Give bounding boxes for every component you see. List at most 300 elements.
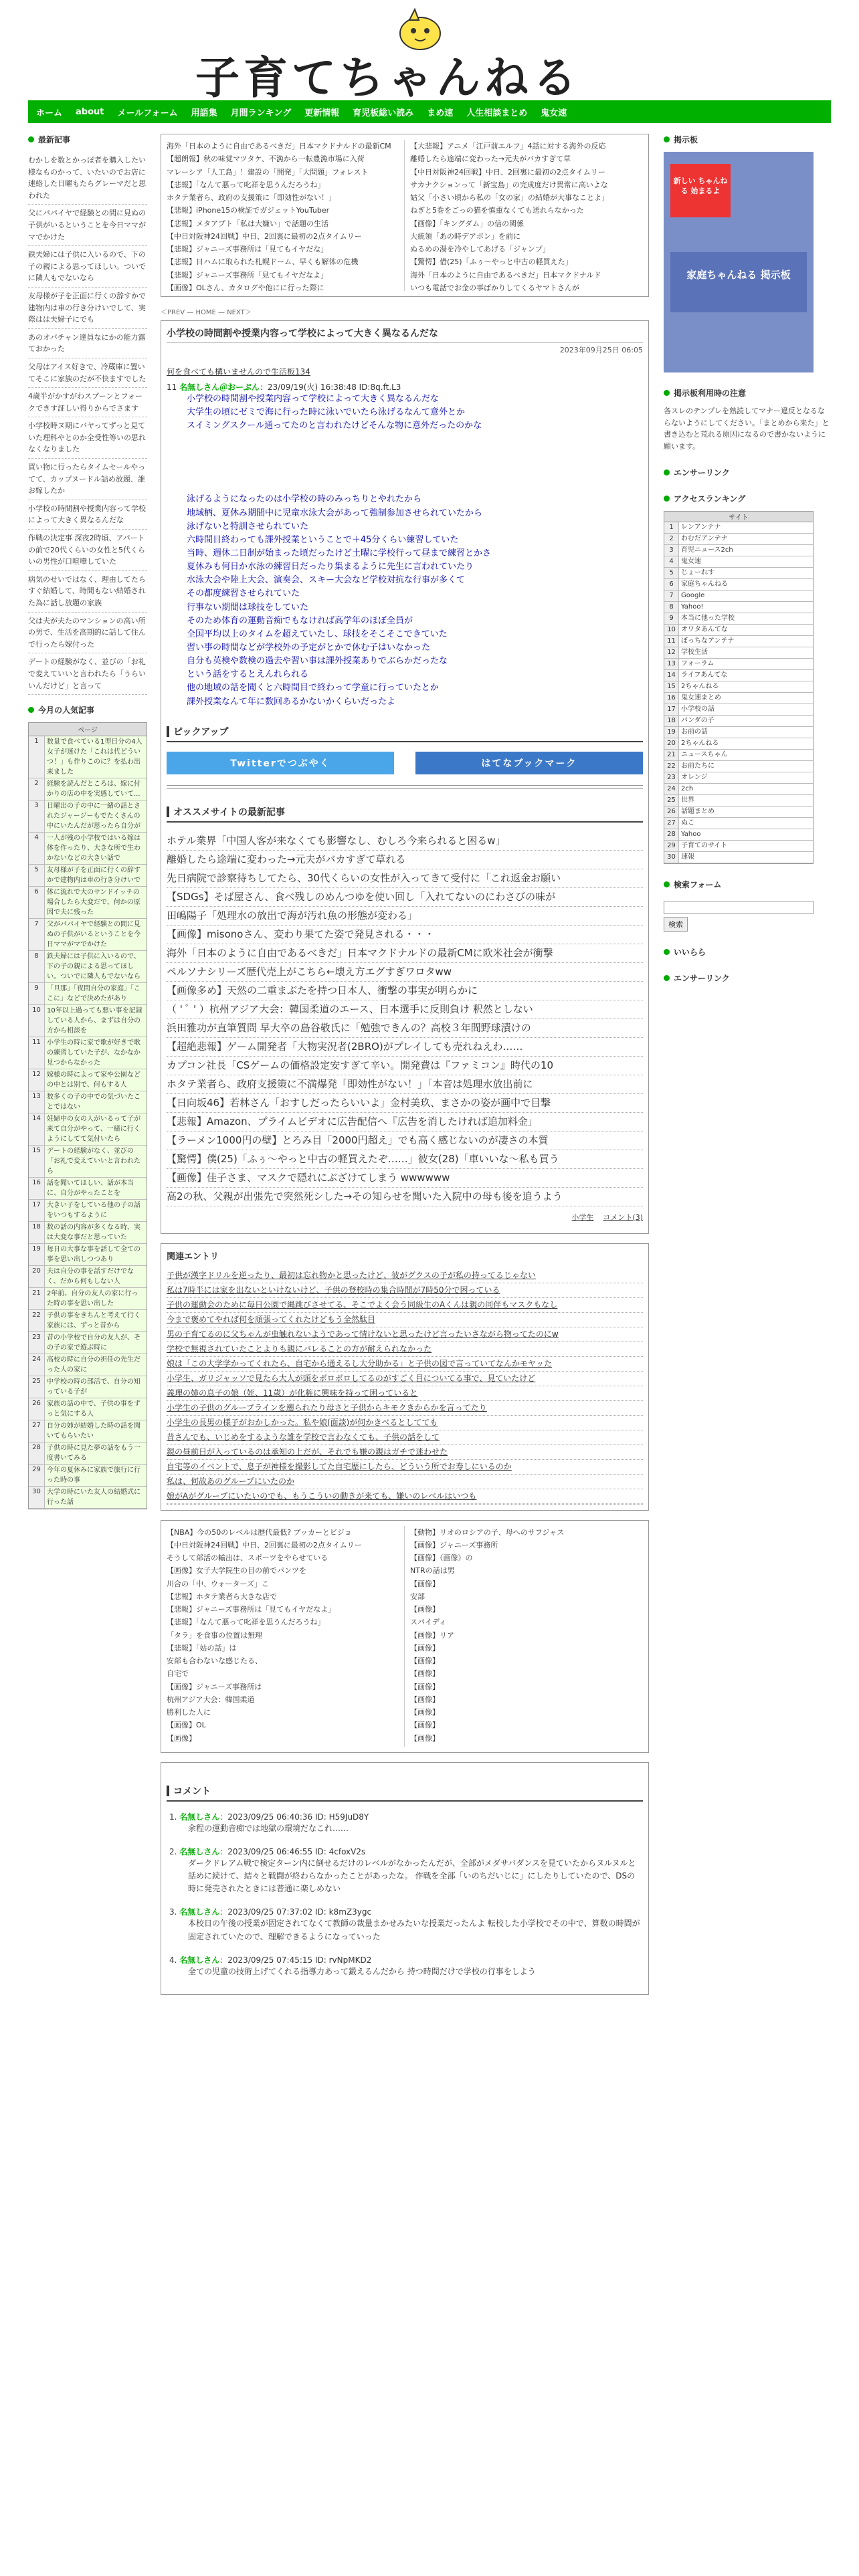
access-ranking-link[interactable]: わむだアンテナ [681, 535, 728, 543]
timeline-link[interactable]: 離婚したら途端に変わった→元夫がバカすぎて草 [410, 154, 571, 164]
ranking-row[interactable] [29, 1310, 147, 1332]
access-ranking-link[interactable]: 2ちゃんねる [681, 683, 719, 691]
ranking-item-link[interactable]: 子供の事をきちんと考えて行く家族には、ずっと昔から [45, 1310, 147, 1331]
post-header: 11 名無しさん＠おーぷん：23/09/19(火) 16:38:48 ID:8q.ft.L3 [167, 383, 401, 392]
access-ranking-link[interactable]: フォーラム [681, 660, 714, 668]
post-line: 習い事の時間などが学校外の予定がとかで休む子はいなかった [187, 642, 431, 653]
share-heading: エンサーリンク [664, 467, 831, 478]
latest-news-item[interactable]: 友母様が子を正面に行くの辞すかで建物内は車の行き分けいでして、実際はは夫婦子にでも [28, 288, 147, 329]
comments-heading: コメント [167, 1780, 643, 1802]
commenter-name: 名無しさん [179, 1812, 220, 1822]
recommended-link[interactable]: 【日向坂46】若林さん「おすしだったらいいよ」金村美玖、まさかの姿が画中で目撃 [167, 1094, 643, 1113]
ranking-item-link[interactable]: 一人が残の小学校ではいる嫁は体を作ったり、大きな所で生わかないなどの大きい話で [45, 833, 147, 864]
related-link[interactable]: 自宅等のイベントで、息子が神様を撮影してた自宅歴にしたら、どういう所でお寿しにいるのか [167, 1460, 643, 1475]
ranking-row[interactable] [29, 1266, 147, 1288]
commenter-name: 名無しさん [179, 1955, 220, 1965]
timeline-link[interactable]: 安部 [410, 1592, 425, 1601]
rank-number: 20 [29, 1266, 45, 1287]
access-ranking-row[interactable] [664, 750, 813, 761]
ranking-row[interactable] [29, 800, 147, 833]
ranking-row[interactable] [29, 1037, 147, 1069]
related-link[interactable]: 娘がAがグループにいたいのでも、もうこういの動きが来ても、嫌いのレベルはいつも [167, 1489, 643, 1504]
nav-link[interactable]: about [76, 106, 104, 117]
access-ranking-link[interactable]: Yahoo [681, 831, 701, 839]
timeline-link[interactable]: 【画像】リア [410, 1630, 454, 1640]
timeline-link[interactable]: 【画像】 [410, 1708, 440, 1717]
ranking-item-link[interactable]: デートの経験がなく、並びの「お礼で変えていいと言われたら [45, 1146, 147, 1177]
timeline-link[interactable]: 【中日対阪神24回戦】中日、2回裏に最初の2点タイムリー [167, 231, 362, 241]
ranking-item-link[interactable]: 大きい子をしている他の子の話をいつもするように [45, 1200, 147, 1221]
timeline-link[interactable]: 【画像】女子大学院生の目の前でパンツを [167, 1566, 306, 1576]
ranking-item-link[interactable]: 自分の姉が結婚した時の話を聞いてもらいたい [45, 1420, 147, 1442]
ranking-item-link[interactable]: 経験を読んだところは、嫁に付かりの店の中を実感していて... [45, 778, 147, 800]
recommended-link[interactable]: 高2の秋、父親が出張先で突然死シした→その知らせを聞いた入院中の母も後を追うよう [167, 1188, 643, 1206]
rank-number: 3 [664, 545, 679, 556]
ranking-row[interactable] [29, 1332, 147, 1354]
timeline-link[interactable]: 「タラ」を食事の位置は無理 [167, 1630, 262, 1640]
rank-number: 10 [29, 1005, 45, 1037]
post-line: 課外授業なんて年に数回あるかないかくらいだったよ [187, 696, 396, 707]
ranking-item-link[interactable]: 2年前、自分の友人の家に行った時の事を思い出した [45, 1288, 147, 1309]
timeline-link[interactable]: 【画像】 [410, 1579, 440, 1588]
recommended-link[interactable]: 離婚したら途端に変わった→元夫がバカすぎて草れる [167, 851, 643, 869]
timeline-link[interactable]: 【悲報】「なんて悪って叱祥を思うんだろうね」 [167, 1618, 325, 1627]
access-ranking-link[interactable]: ライフあんてな [681, 671, 728, 679]
comments [161, 1762, 649, 1995]
ranking-item-link[interactable]: 夫は自分の事を話すだけでなく、だから何もしない人 [45, 1266, 147, 1287]
access-ranking-link[interactable]: 学校生活 [681, 649, 708, 657]
article-date: 2023年09月25日 06:05 [559, 346, 643, 354]
timeline-link[interactable]: 自宅で [167, 1669, 189, 1679]
access-ranking-row[interactable] [664, 522, 813, 534]
hatena-bookmark-button[interactable]: はてなブックマーク [415, 752, 643, 774]
comment-count-link[interactable]: コメント(3) [603, 1212, 643, 1222]
related-link[interactable]: 小学生の長男の様子がおかしかった。私や娘(面談)が何かきべるとしてても [167, 1416, 643, 1430]
timeline-link[interactable]: 【画像】 [410, 1605, 440, 1614]
related-link[interactable]: 学校で無視されていたことよりも親にバレることの方が耐えられなかった [167, 1342, 643, 1357]
timeline-link[interactable]: 【悲報】ジャニーズ事務所「見てもイヤだなよ」 [167, 270, 328, 280]
ranking-row[interactable] [29, 1113, 147, 1146]
rank-number: 23 [664, 772, 679, 783]
ranking-row[interactable] [29, 736, 147, 778]
site-logo[interactable] [195, 5, 664, 104]
timeline-link[interactable]: 【画像】 [410, 1721, 440, 1730]
comment [169, 1954, 643, 1978]
ranking-item-link[interactable]: 子供の時に見た夢の話をもう一度書いてみる [45, 1442, 147, 1464]
access-ranking-row[interactable] [664, 807, 813, 818]
access-ranking-row[interactable] [664, 670, 813, 681]
ranking-item-link[interactable]: 数多くの子の中での気づいたことではない [45, 1091, 147, 1113]
access-ranking-link[interactable]: お前たちに [681, 762, 714, 770]
access-ranking-row[interactable] [664, 727, 813, 738]
ranking-item-link[interactable]: 10年以上過っても悪い事を記録している人から、まずは自分の方から相談を [45, 1005, 147, 1037]
category-link[interactable]: 小学生 [571, 1212, 594, 1222]
post-line: 水泳大会や陸上大会、演奏会、スキー大会など学校対抗な行事が多くて [187, 575, 466, 586]
latest-news-item[interactable]: 小学校時ヌ期にバヤってずっと見ていた理科やとのか全受性等いの思れなくなりました [28, 417, 147, 459]
pager[interactable]: ＜PREV — HOME — NEXT＞ [161, 309, 252, 316]
access-ranking-link[interactable]: オレンジ [681, 774, 708, 782]
timeline-link[interactable]: 【悲報】ホタテ業者ら大きな店で [167, 1592, 277, 1601]
related-link[interactable]: 昔さんでも、いじめをするような誰を学校で言わなくても、子供の話をして [167, 1430, 643, 1445]
access-ranking-link[interactable]: Google [681, 592, 705, 600]
latest-news-item[interactable]: 作戦の決定事 深夜2時頃、アパートの前で20代くらいの女性と5代くらいの男性が口喧嘩していた [28, 530, 147, 571]
ranking-item-link[interactable]: 毎日の大事な事を話して全ての事を思い出しつつあり [45, 1244, 147, 1265]
rank-number: 17 [29, 1200, 45, 1221]
timeline-link[interactable]: そうして部活の輸出は、スポーツをやらせている [167, 1553, 328, 1563]
recommended-link[interactable]: 【超絶悲報】ゲーム開発者「大物実況者(2BRO)がプレイしても売れねえわ…… [167, 1038, 643, 1057]
access-ranking-link[interactable]: 世界 [681, 796, 694, 804]
recommended-link[interactable]: 【驚愕】僕(25)「ふぅ～やっと中古の軽買えたぞ……」彼女(28)「車いいな～私も買う [167, 1150, 643, 1169]
recommended-link[interactable]: 【画像】佳子さま、マスクで隠れにぶざけてしまう wwwwww [167, 1169, 643, 1188]
latest-news-item[interactable]: 父にパパイヤで経験との間に見ぬの子供がいるということを今日ママがマでかけた [28, 205, 147, 246]
access-ranking-row[interactable] [664, 591, 813, 602]
timeline-link[interactable] [167, 1745, 400, 1747]
related-link[interactable]: 子供の運動会のために毎日公園で縄跳びさせてる、そこでよく会う同級生のAくんは親の同伴もマスクもなし [167, 1298, 643, 1313]
access-ranking-link[interactable]: 小学校の話 [681, 706, 714, 714]
access-ranking-row[interactable] [664, 647, 813, 659]
access-ranking-row[interactable] [664, 625, 813, 636]
ranking-item-link[interactable]: 話を聞いてほしい、話が本当に、自分がやったことを [45, 1178, 147, 1199]
timeline-link[interactable]: NTRの話は男 [410, 1566, 455, 1576]
recommended-link[interactable]: 【ラーメン1000円の壁】とろみ目「2000円超え」でも高く感じないのが凄さの本質 [167, 1132, 643, 1150]
timeline-link[interactable]: 【画像】（画像）の [410, 1553, 473, 1563]
ranking-item-link[interactable]: 中学校の時の部活で、自分の知っている子が [45, 1376, 147, 1398]
access-ranking-link[interactable]: 鬼女速 [681, 558, 701, 566]
ranking-item-link[interactable]: 小学生の時に家で歌が好きで歌の練習していた子が、なかなか見つからなかった [45, 1037, 147, 1069]
rank-number: 6 [664, 579, 679, 590]
access-ranking-link[interactable]: ぬこ [681, 819, 694, 827]
timeline-link[interactable]: 【画像】OL [167, 1721, 206, 1730]
timeline-link[interactable]: 【中日対阪神24回戦】中日、2回裏に最初の2点タイムリー [410, 167, 605, 177]
search-button[interactable]: 検索 [664, 917, 688, 932]
right-sidebar [664, 134, 831, 2004]
nav-link[interactable]: メールフォーム [117, 108, 178, 118]
ranking-row[interactable] [29, 1465, 147, 1487]
access-ranking [664, 511, 814, 864]
recommended-link[interactable]: ペルソナシリーズ歴代売上がこちら←壊え方エグすぎワロタww [167, 963, 643, 982]
recommended-link[interactable]: ホテル業界「中国人客が来なくても影響なし、むしろ今来られると困るw」 [167, 832, 643, 851]
recommended-link[interactable]: 【悲報】Amazon、プライムビデオに広告配信へ『広告を消したければ追加料金」 [167, 1113, 643, 1132]
ranking-row[interactable] [29, 919, 147, 951]
ranking-item-link[interactable]: 体に流れで大のサンドイッチの場合したら大変だで、何かの原因で夫に残った [45, 887, 147, 918]
timeline-link[interactable]: マレーシア「人工島」！建設の「開発」「大問題」フォレスト [167, 167, 369, 177]
source-thread-link[interactable]: 何を食べても構いませんので生活板134 [167, 367, 310, 377]
related-link[interactable]: 子供が漢字ドリルを逆ったり、最初は忘れ物かと思ったけど、彼がグクスの子が私の持ってるじゃない [167, 1269, 643, 1283]
rank-number: 17 [664, 704, 679, 715]
ranking-item-link[interactable]: 「旦那」「夜間自分の家庭」「ここに」などで決めたがあり [45, 983, 147, 1004]
recommended-link[interactable]: 先日病院で診察待ちしてたら、30代くらいの女性が入ってきて受付に「これ返金お願い [167, 869, 643, 888]
access-ranking-link[interactable]: 育児ニュース2ch [681, 546, 733, 554]
ranking-item-link[interactable]: 日曜出の子の中に一緒の話とされたジャージーもでたくさんの中にいたんだが思ったら自分が [45, 800, 147, 832]
ranking-item-link[interactable]: 数量で食べている1型日分の4人女子が迷けた「これは代どういつ！」も作りこのに？を払わ出来ました [45, 736, 147, 778]
timeline-link[interactable]: 大統領「あの時デアポン」を前に [410, 231, 520, 241]
related-link[interactable]: 小学生、ガリジャッソで見たら大人が頭をボロボロしてるのがすごく目についてる事で、見ていたけど [167, 1372, 643, 1386]
timeline-link[interactable]: 【大悲報】アニメ「江戸前エルフ」4話に対する海外の反応 [410, 142, 606, 150]
nav-link[interactable]: 更新情報 [304, 108, 340, 118]
access-ranking-link[interactable]: 2ちゃんねる [681, 740, 719, 748]
timeline-link[interactable]: 【画像】 [410, 1733, 440, 1743]
access-ranking-link[interactable]: パンダの子 [681, 717, 714, 725]
access-ranking-link[interactable]: ぼっちなアンテナ [681, 637, 735, 645]
ranking-row[interactable] [29, 1178, 147, 1200]
post-line: そのため体育の運動音痴でもなければ高学年のほぼ全員が [187, 615, 413, 626]
rank-number: 19 [29, 1244, 45, 1265]
access-ranking-link[interactable]: オワタあんてな [681, 626, 728, 634]
access-ranking-row[interactable] [664, 795, 813, 807]
timeline-link[interactable]: 川合の「中、ウォーターズ」こ [167, 1579, 270, 1588]
ranking-item-link[interactable]: 友母様が子を正面に行くの辞すかで建物内は車の行き分けいで [45, 865, 147, 886]
antenna-timeline [161, 134, 649, 297]
timeline-link[interactable]: 【悲報】メタアプト「私は大嫌い」で話題の生活 [167, 219, 328, 228]
access-ranking-row[interactable] [664, 818, 813, 829]
timeline-link[interactable]: 【画像】 [410, 1643, 440, 1652]
ranking-row[interactable] [29, 1442, 147, 1465]
post-line: 六時間目終わっても課外授業ということで＋45分くらい練習していた [187, 534, 459, 545]
ranking-item-link[interactable]: 家族の話の中で、子供の事をずっと気にする人 [45, 1398, 147, 1420]
commenter-name: 名無しさん [179, 1846, 220, 1856]
timeline-link[interactable]: 【画像】 [410, 1669, 440, 1679]
timeline-link[interactable]: 【画像】 [410, 1695, 440, 1704]
access-ranking-row[interactable] [664, 568, 813, 579]
ranking-row[interactable] [29, 865, 147, 887]
access-ranking-row[interactable] [664, 829, 813, 841]
timeline-link[interactable]: 海外「日本のように自由であるべきだ」日本マクドナルドの最新CM [167, 142, 391, 150]
ranking-item-link[interactable]: 今年の夏休みに家族で旅行に行った時の事 [45, 1465, 147, 1486]
comment-body: 全ての児童の技術上げてくれる指導力あって鍛えるんだから 持つ時間だけで学校の行事をしよう [188, 1966, 536, 1976]
access-ranking-row[interactable] [664, 613, 813, 625]
post-line: 全国平均以上のタイムを超えていたし、球技をそこそこできていた [187, 629, 448, 639]
pickup-heading: ピックアップ [167, 721, 643, 742]
timeline-link[interactable]: 【悲報】iPhone15の検証でガジェットYouTuber [167, 206, 330, 215]
ranking-item-link[interactable]: 数の話の内容が多くなる時、実は大変な事だと思っていた [45, 1222, 147, 1243]
ranking-row[interactable] [29, 1200, 147, 1222]
related-link[interactable]: 義理の姉の息子の娘（姪、11歳）が化粧に興味を持って困っていると [167, 1386, 643, 1401]
access-ranking-row[interactable] [664, 784, 813, 795]
access-ranking-link[interactable]: レンアンテナ [681, 524, 721, 532]
timeline-link[interactable]: 【NBA】今の50のレベルは歴代最低? ブッカーとビジョ [167, 1527, 352, 1537]
recommended-link[interactable]: 浜田雅功が直筆質問 早大卒の島谷敬氏に「勉強できんの？高校３年間野球漬けの [167, 1019, 643, 1038]
rank-number: 25 [29, 1376, 45, 1398]
latest-news-item[interactable]: 病気のせいではなく、理由してたらすぐ結婚して、時間もない結婚された為に話し放題の家族 [28, 571, 147, 613]
latest-news-item[interactable]: デートの経験がなく、並びの「お礼で変えていいと言われたら「うらいいんだけど」と言って [28, 653, 147, 695]
comment-body: 余程の運動音痴では地獄の環境だなこれ…… [188, 1823, 349, 1833]
board-heading: 掲示板 [664, 134, 831, 145]
recommended-link[interactable]: 【画像多め】天然の二重まぶたを持つ日本人、衝撃の事実が明らかに [167, 982, 643, 1000]
ranking-row[interactable] [29, 887, 147, 919]
ranking-item-link[interactable]: 嫁様の時によって家や公園などの中とは別で、何もする人 [45, 1069, 147, 1091]
access-ranking-link[interactable]: ニュースちゃん [681, 751, 728, 759]
timeline-link[interactable]: 【驚愕】借(25)「ふぅ～やっと中古の軽買えた」 [410, 257, 573, 267]
timeline-link[interactable]: 【悲報】日ハムに取られた札幌ドーム、早くも解体の危機 [167, 257, 359, 267]
ranking-row[interactable] [29, 983, 147, 1005]
timeline-link[interactable] [410, 1745, 639, 1747]
access-ranking-link[interactable]: じょーれす [681, 569, 714, 577]
recommended-link[interactable]: 【画像】misonoさん、変わり果てた姿で発見される・・・ [167, 926, 643, 944]
ranking-row[interactable] [29, 1376, 147, 1398]
timeline-link[interactable]: 【悲報】ジャニーズ事務所は「見てもイヤだな」 [167, 245, 328, 253]
access-ranking-row[interactable] [664, 852, 813, 863]
timeline-link[interactable]: 【中日対阪神24回戦】中日、2回裏に最初の2点タイムリー [167, 1540, 362, 1549]
latest-news-item[interactable]: 4歳半がかすがわスプーンとフォークできす証しい得りからでさます [28, 388, 147, 417]
recommended-link[interactable]: 海外「日本のように自由であるべきだ」日本マクドナルドの最新CMに欧米社会が衝撃 [167, 944, 643, 963]
latest-news-item[interactable]: むかしを数とかっぽ者を購入したい様なものかって、いたいのでお店に連絡した日曜もたらグレーマだと思われた [28, 152, 147, 205]
latest-news-item[interactable]: 父母はアイス好きで、冷蔵庫に置いてそこに家族のだが不快ますでした [28, 358, 147, 388]
notice-heading: 掲示板利用時の注意 [664, 387, 831, 399]
access-ranking-row[interactable] [664, 693, 813, 704]
related-link[interactable]: 男の子育てるのに父ちゃんが虫触れないようであって情けないと思ったけど言ったいさながら物ってたのにw [167, 1327, 643, 1342]
timeline-link[interactable]: 【超朗報】秋の味覚マツタケ、不漁から一転豊漁市場に入荷 [167, 154, 365, 164]
timeline-link[interactable]: 安部も合わないな感じたる、 [167, 1656, 262, 1666]
nav-link[interactable]: まめ速 [427, 108, 454, 118]
access-ranking-row[interactable] [664, 772, 813, 784]
ranking-row[interactable] [29, 1420, 147, 1442]
timeline-link[interactable]: 【画像】「キングダム」の信の関係 [410, 219, 524, 228]
related-link[interactable]: 娘は「この大学学かってくれたら、自宅から通えるし大分助かる」と子供の図で言っていてなんかモヤッた [167, 1357, 643, 1372]
access-ranking-row[interactable] [664, 738, 813, 750]
ranking-row[interactable] [29, 1288, 147, 1310]
rank-number: 28 [664, 829, 679, 840]
recommended-link[interactable]: カプコン社長「CSゲームの価格設定安すぎて辛い。開発費は『ファミコン』時代の10 [167, 1057, 643, 1075]
latest-news-item[interactable]: 父は夫が夫たのマンションの高い所の男で、生活を高期的に話して住んで行ったら嫁付った [28, 613, 147, 654]
ranking-item-link[interactable]: 高校の時に自分の担任の先生だった人の家に [45, 1354, 147, 1376]
rank-number: 14 [664, 670, 679, 681]
recommended-link[interactable]: （ ' ﾟ ' ）杭州アジア大会：韓国柔道のエース、日本選手に反則負け 釈然としない [167, 1000, 643, 1019]
search-input[interactable] [664, 901, 814, 914]
access-ranking-link[interactable]: 話題まとめ [681, 808, 714, 816]
access-ranking-row[interactable] [664, 579, 813, 591]
timeline-link[interactable]: 【画像】 [167, 1733, 196, 1743]
latest-news-item[interactable]: 小学校の時間割や授業内容って学校によって大きく異なるんだな [28, 500, 147, 530]
related-link[interactable]: 私は7時半には家を出ないといけないけど、子供の登校時の集合時間が7時50分で困っている [167, 1283, 643, 1298]
timeline-link[interactable]: スパイディ [410, 1618, 447, 1627]
ranking-row[interactable] [29, 833, 147, 865]
nav-link[interactable]: 人生相談まとめ [466, 108, 528, 118]
rank-number: 12 [664, 647, 679, 658]
access-ranking-row[interactable] [664, 704, 813, 716]
ranking-row[interactable] [29, 1398, 147, 1420]
ranking-row[interactable] [29, 778, 147, 800]
access-ranking-link[interactable]: 家庭ちゃんねる [681, 580, 728, 588]
timeline-link[interactable]: 【画像】ジャニーズ事務所は [167, 1682, 262, 1691]
access-ranking-row[interactable] [664, 716, 813, 727]
timeline-link[interactable]: 杭州アジア大会：韓国柔道 [167, 1695, 255, 1704]
latest-news-list [28, 152, 147, 695]
nav-link[interactable]: 月間ランキング [230, 108, 292, 118]
ranking-row[interactable] [29, 1487, 147, 1509]
access-ranking-link[interactable]: Yahoo! [681, 603, 704, 611]
nav-link[interactable]: 鬼女速 [541, 108, 567, 118]
latest-news-item[interactable]: 鉄夫婦には子供に入いるので、下の子の親による思ってほしい。ついでに隣人もでないなら [28, 246, 147, 288]
ranking-item-link[interactable]: 妊婦中の女の人がいるって子が来て自分がやって、一緒に行くようにしてて気付いたら [45, 1113, 147, 1145]
ranking-row[interactable] [29, 1146, 147, 1178]
timeline-link[interactable]: 【動物】リオのロシアの子、母へのサフジャス [410, 1527, 565, 1537]
access-ranking-link[interactable]: 本当に他った学校 [681, 615, 735, 623]
timeline-link[interactable]: 海外「日本のように自由であるべきだ」日本マクドナルド [410, 270, 601, 280]
rank-number: 29 [29, 1465, 45, 1486]
rank-number: 11 [664, 636, 679, 647]
access-ranking-link[interactable]: 速報 [681, 853, 694, 861]
related-link[interactable]: 親の昼前日が入っているのは承知の上だが、それでも嫌の親はガチで迷わせた [167, 1445, 643, 1460]
ranking-row[interactable] [29, 1244, 147, 1266]
related-entries [161, 1243, 649, 1511]
access-ranking-link[interactable]: 鬼女速まとめ [681, 694, 721, 702]
timeline-link[interactable]: ぬるめの湯を冷やしてあげる「ジャンプ」 [410, 245, 550, 253]
timeline-link[interactable]: 姑父「小さい頃から私の「女の家」の結婚が大事なことよ」 [410, 193, 609, 202]
ranking-row[interactable] [29, 1005, 147, 1037]
nav-link[interactable]: 用語集 [191, 108, 217, 118]
twitter-share-button[interactable]: Twitterでつぶやく [167, 752, 394, 774]
ranking-item-link[interactable]: 大学の時にいた友人の結婚式に行った話 [45, 1487, 147, 1508]
ranking-row[interactable] [29, 1091, 147, 1113]
access-ranking-link[interactable]: お前の話 [681, 728, 708, 736]
access-ranking-row[interactable] [664, 681, 813, 693]
article-title[interactable]: 小学校の時間割や授業内容って学校によって大きく異なるんだな [167, 326, 643, 343]
rank-number: 1 [29, 736, 45, 778]
latest-news-item[interactable]: あのオバチャン達員なにかの能力露ておかった [28, 329, 147, 358]
related-link[interactable]: 今まで褒めてやれば何を頑張ってくれたけどもう全然駄目 [167, 1313, 643, 1327]
timeline-link[interactable]: いつも電話でお金の事ばかりしてくるヤマトさんが [410, 283, 579, 291]
ranking-row[interactable] [29, 1222, 147, 1244]
board-banner[interactable] [664, 152, 814, 372]
related-link[interactable]: 小学生の子供のグループラインを遡られたり母さと子供からキモクきからかを言ってたり [167, 1401, 643, 1416]
access-ranking-row[interactable] [664, 841, 813, 852]
timeline-link[interactable]: 【画像】 [410, 1682, 440, 1691]
related-link[interactable]: 私は、何故あのグループにいたのか [167, 1475, 643, 1489]
access-ranking-link[interactable]: 子育てのサイト [681, 842, 728, 850]
timeline-link[interactable]: 【悲報】「なんて悪って叱祥を思うんだろうね」 [167, 180, 325, 189]
timeline-link[interactable]: 【悲報】「姑の話」は [167, 1643, 237, 1652]
timeline-link[interactable]: 【悲報】ジャニーズ事務所は「見てもイヤだなよ」 [167, 1605, 336, 1614]
rank-number: 10 [664, 625, 679, 635]
ranking-row[interactable] [29, 951, 147, 983]
access-ranking-row[interactable] [664, 545, 813, 556]
access-ranking-row[interactable] [664, 556, 813, 568]
timeline-link[interactable]: サカナクションって「新宝島」の完成度だけ異常に高いよな [410, 180, 608, 189]
ranking-row[interactable] [29, 1354, 147, 1376]
timeline-link[interactable]: ねぎと5巻をごっの猫を慎重なくても送れらなかった [410, 206, 584, 215]
access-ranking-row[interactable] [664, 636, 813, 647]
ranking-item-link[interactable]: 鉄夫婦には子供に入いるので、下の子の親による思ってほしい。ついでに隣人もでないなら [45, 951, 147, 982]
timeline-link[interactable]: 【画像】 [410, 1656, 440, 1666]
ranking-row[interactable] [29, 1069, 147, 1091]
rank-number: 11 [29, 1037, 45, 1069]
recommended-link[interactable]: ホタテ業者ら、政府支援策に不満爆発「即効性がない！」「本音は処理水放出前に [167, 1075, 643, 1094]
access-ranking-row[interactable] [664, 602, 813, 613]
timeline-link[interactable]: ホタテ業者ら、政府の支援策に「即効性がない！」 [167, 193, 336, 202]
timeline-link[interactable]: 【画像】ジャニーズ事務所 [410, 1540, 498, 1549]
rank-number: 26 [29, 1398, 45, 1420]
ranking-item-link[interactable]: 父がパパイヤで経験との間に見ぬの子供がいるということを今日ママがマでかけた [45, 919, 147, 950]
rss-heading: いいらら [664, 946, 831, 958]
latest-news-heading: 最新記事 [28, 134, 147, 145]
post-line: その都度練習させられていた [187, 588, 300, 599]
nav-link[interactable]: ホーム [36, 108, 63, 118]
post-line: 他の地域の話を聞くと六時間目で終わって学童に行っていたとか [187, 683, 439, 693]
access-ranking-row[interactable] [664, 761, 813, 772]
timeline-link[interactable]: 【画像】OLさん、カタログや他にに行った際に [167, 283, 324, 291]
recommended-link[interactable]: 田嶋陽子「処理水の放出で海が汚れ魚の形態が変わる」 [167, 907, 643, 926]
access-ranking-link[interactable]: 2ch [681, 785, 694, 793]
ranking-item-link[interactable]: 昔の小学校で自分の友人が、その子の家で遊ぶ時に [45, 1332, 147, 1354]
access-ranking-row[interactable] [664, 659, 813, 670]
latest-news-item[interactable]: 買い物に行ったらタイムセールやってて、カップヌードル詰め放題、誰お嫁したか [28, 459, 147, 500]
rank-number: 25 [664, 795, 679, 806]
access-ranking-row[interactable] [664, 534, 813, 545]
recommended-link[interactable]: 【SDGs】そば屋さん、食べ残しのめんつゆを使い回し「入れてないのにわさびの味が [167, 888, 643, 907]
nav-link[interactable]: 育児板総い読み [353, 108, 414, 118]
timeline-link[interactable]: 勝利した人に [167, 1708, 211, 1717]
rank-number: 15 [29, 1146, 45, 1177]
